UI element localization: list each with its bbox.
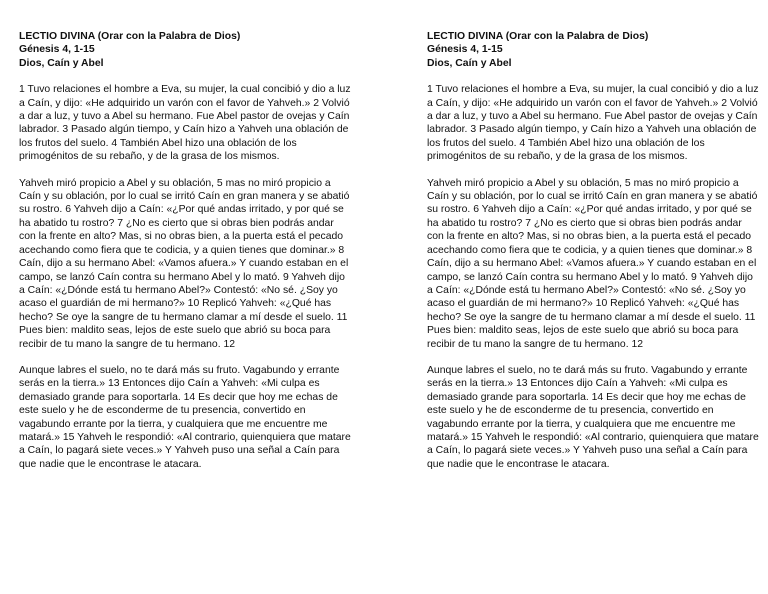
paragraph-3: Aunque labres el suelo, no te dará más su fruto. Vagabundo y errante serás en la tierra.» 13 Entonces dijo Caín a Yahveh: «Mi culpa es demasiado grande para soportarla. 14 Es decir que hoy me echas de este suelo y he de esconderme de tu presencia, convertido en vagabundo errante por la tierra, y cualquiera que me encuentre me matará.» 15 Yahveh le respondió: «Al contrario, quienquiera que matare a Caín, lo pagará siete veces.» Y Yahveh puso una señal a Caín para que nadie que le encontrase le atacara. bbox=[19, 364, 351, 470]
paragraph-1: 1 Tuvo relaciones el hombre a Eva, su mujer, la cual concibió y dio a luz a Caín, y dijo: «He adquirido un varón con el favor de Yahveh.» 2 Volvió a dar a luz, y tuvo a Abel su hermano. Fue Abel pastor de ovejas y Caín labrador. 3 Pasado algún tiempo, y Caín hizo a Yahveh una oblación de los frutos del suelo. 4 También Abel hizo una oblación de los primogénitos de su rebaño, y de la grasa de los mismos. bbox=[427, 84, 759, 163]
document-subtitle: Dios, Caín y Abel bbox=[19, 57, 104, 69]
document-page-left bbox=[19, 30, 351, 484]
scripture-reference: Génesis 4, 1-15 bbox=[427, 44, 503, 56]
document-page-right bbox=[427, 30, 759, 484]
document-subtitle: Dios, Caín y Abel bbox=[427, 57, 512, 69]
document-header bbox=[427, 30, 759, 70]
paragraph-2: Yahveh miró propicio a Abel y su oblación, 5 mas no miró propicio a Caín y su oblación, por lo cual se irritó Caín en gran manera y se abatió su rostro. 6 Yahveh dijo a Caín: «¿Por qué andas irritado, y por qué se ha abatido tu rostro? 7 ¿No es cierto que si obras bien podrás andar con la frente en alto? Mas, si no obras bien, a la puerta está el pecado acechando como fiera que te codicia, y a quien tienes que dominar.» 8 Caín, dijo a su hermano Abel: «Vamos afuera.» Y cuando estaban en el campo, se lanzó Caín contra su hermano Abel y lo mató. 9 Yahveh dijo a Caín: «¿Dónde está tu hermano Abel?» Contestó: «No sé. ¿Soy yo acaso el guardián de mi hermano?» 10 Replicó Yahveh: «¿Qué has hecho? Se oye la sangre de tu hermano clamar a mí desde el suelo. 11 Pues bien: maldito seas, lejos de este suelo que abrió su boca para recibir de tu mano la sangre de tu hermano. 12 bbox=[427, 177, 758, 350]
document-title: LECTIO DIVINA (Orar con la Palabra de Dios) bbox=[427, 31, 649, 42]
paragraph-1: 1 Tuvo relaciones el hombre a Eva, su mujer, la cual concibió y dio a luz a Caín, y dijo: «He adquirido un varón con el favor de Yahveh.» 2 Volvió a dar a luz, y tuvo a Abel su hermano. Fue Abel pastor de ovejas y Caín labrador. 3 Pasado algún tiempo, y Caín hizo a Yahveh una oblación de los frutos del suelo. 4 También Abel hizo una oblación de los primogénitos de su rebaño, y de la grasa de los mismos. bbox=[19, 84, 351, 163]
document-title: LECTIO DIVINA (Orar con la Palabra de Dios) bbox=[19, 31, 241, 42]
scripture-reference: Génesis 4, 1-15 bbox=[19, 44, 95, 56]
paragraph-3: Aunque labres el suelo, no te dará más su fruto. Vagabundo y errante serás en la tierra.» 13 Entonces dijo Caín a Yahveh: «Mi culpa es demasiado grande para soportarla. 14 Es decir que hoy me echas de este suelo y he de esconderme de tu presencia, convertido en vagabundo errante por la tierra, y cualquiera que me encuentre me matará.» 15 Yahveh le respondió: «Al contrario, quienquiera que matare a Caín, lo pagará siete veces.» Y Yahveh puso una señal a Caín para que nadie que le encontrase le atacara. bbox=[427, 364, 759, 470]
document-header bbox=[19, 30, 351, 70]
paragraph-2: Yahveh miró propicio a Abel y su oblación, 5 mas no miró propicio a Caín y su oblación, por lo cual se irritó Caín en gran manera y se abatió su rostro. 6 Yahveh dijo a Caín: «¿Por qué andas irritado, y por qué se ha abatido tu rostro? 7 ¿No es cierto que si obras bien podrás andar con la frente en alto? Mas, si no obras bien, a la puerta está el pecado acechando como fiera que te codicia, y a quien tienes que dominar.» 8 Caín, dijo a su hermano Abel: «Vamos afuera.» Y cuando estaban en el campo, se lanzó Caín contra su hermano Abel y lo mató. 9 Yahveh dijo a Caín: «¿Dónde está tu hermano Abel?» Contestó: «No sé. ¿Soy yo acaso el guardián de mi hermano?» 10 Replicó Yahveh: «¿Qué has hecho? Se oye la sangre de tu hermano clamar a mí desde el suelo. 11 Pues bien: maldito seas, lejos de este suelo que abrió su boca para recibir de tu mano la sangre de tu hermano. 12 bbox=[19, 177, 350, 350]
